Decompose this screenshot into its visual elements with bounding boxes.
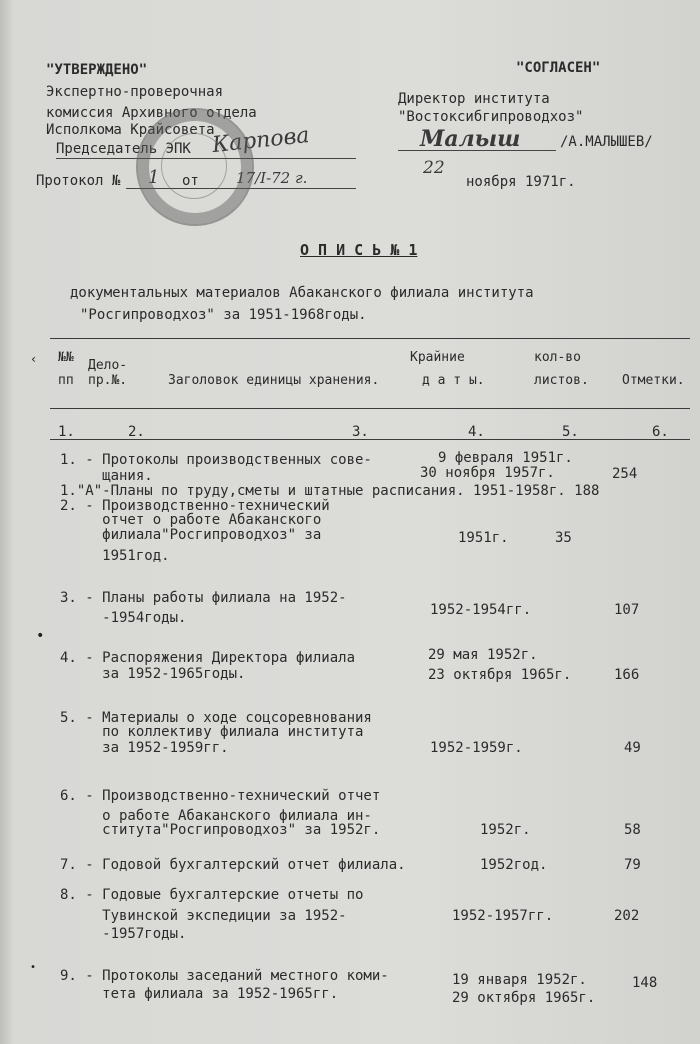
row-3-sheets: 107: [614, 602, 640, 618]
agreement-date: ноября 1971г.: [466, 174, 576, 190]
row-5-line-3: за 1952-1959гг.: [60, 740, 229, 756]
row-4-line-1: 4. - Распоряжения Директора филиала: [60, 650, 356, 666]
row-9-date-2: 29 октября 1965г.: [452, 990, 596, 1006]
header-dates-a: Крайние: [410, 350, 465, 365]
row-8-sheets: 202: [614, 908, 640, 924]
margin-mark-arrow: ‹: [30, 352, 38, 366]
row-8-date-1: 1952-1957гг.: [452, 908, 554, 924]
row-4-date-2: 23 октября 1965г.: [428, 667, 572, 683]
director-name: /А.МАЛЫШЕВ/: [560, 134, 653, 150]
row-9-line-2: тета филиала за 1952-1965гг.: [60, 986, 339, 1002]
row-5-date-1: 1952-1959г.: [430, 740, 523, 756]
row-2-date-1: 1951г.: [458, 530, 509, 546]
row-2-line-3: филиала"Росгипроводхоз" за: [60, 527, 322, 543]
table-top-rule: [50, 338, 690, 339]
row-9-date-1: 19 января 1952г.: [452, 972, 587, 988]
header-no-a: №№: [58, 350, 74, 365]
col-number-3: 3.: [352, 424, 369, 440]
row-9-sheets: 148: [632, 975, 658, 991]
agreement-line-2: "Востоксибгипроводхоз": [398, 109, 584, 125]
col-number-5: 5.: [562, 424, 579, 440]
header-sheets-a: кол-во: [534, 350, 581, 365]
col-number-6: 6.: [652, 424, 669, 440]
seal-inner-ring: [161, 133, 227, 199]
row-5-line-1: 5. - Материалы о ходе соцсоревнования: [60, 710, 372, 726]
row-7-date-1: 1952год.: [480, 857, 548, 873]
col-number-2: 2.: [128, 424, 145, 440]
col-number-4: 4.: [468, 424, 485, 440]
row-1-date-2: 30 ноября 1957г.: [420, 465, 555, 481]
row-2-line-1: 2. - Производственно-технический: [60, 498, 330, 514]
protocol-label: Протокол №: [36, 173, 121, 189]
row-6-sheets: 58: [624, 822, 641, 838]
approval-chair: Председатель ЭПК: [56, 141, 191, 157]
margin-mark-dot: •: [36, 628, 45, 644]
row-3-date-1: 1952-1954гг.: [430, 602, 532, 618]
approved-label: "УТВЕРЖДЕНО": [46, 62, 148, 78]
margin-mark-dot-small: •: [30, 962, 37, 973]
row-1-line-2: щания.: [60, 468, 153, 484]
director-signature: Малыш: [420, 126, 521, 152]
agreed-label: "СОГЛАСЕН": [516, 60, 601, 76]
row-6-line-1: 6. - Производственно-технический отчет: [60, 788, 381, 804]
row-6-line-2: о работе Абаканского филиала ин-: [60, 808, 372, 824]
protocol-from: от: [182, 173, 199, 189]
row-9-line-1: 9. - Протоколы заседаний местного коми-: [60, 968, 389, 984]
col-number-1: 1.: [58, 424, 75, 440]
row-3-line-1: 3. - Планы работы филиала на 1952-: [60, 590, 347, 606]
row-8-line-3: -1957годы.: [60, 926, 187, 942]
inventory-heading: О П И С Ь № 1: [300, 241, 418, 259]
header-dates-b: д а т ы.: [422, 373, 485, 388]
row-2-sheets: 35: [555, 530, 572, 546]
row-4-date-1: 29 мая 1952г.: [428, 647, 538, 663]
header-sheets-b: листов.: [534, 373, 589, 388]
header-no-b: пп: [58, 373, 74, 388]
row-4-line-2: за 1952-1965годы.: [60, 666, 246, 682]
row-7-line-1: 7. - Годовой бухгалтерский отчет филиала.: [60, 857, 406, 873]
row-1-sheets: 254: [612, 466, 638, 482]
inventory-subtitle-2: "Росгипроводхоз" за 1951-1968годы.: [80, 307, 367, 323]
header-case-b: пр.№.: [88, 373, 128, 388]
inventory-subtitle-1: документальных материалов Абаканского филиала института: [70, 285, 534, 301]
table-header-rule: [50, 408, 690, 409]
protocol-number: 1: [148, 167, 160, 188]
row-1a-line-1: 1."А"-Планы по труду,сметы и штатные расписания. 1951-1958г. 188: [60, 483, 600, 499]
approval-line-2: комиссия Архивного отдела: [46, 105, 257, 121]
row-6-date-1: 1952г.: [480, 822, 531, 838]
row-3-line-2: -1954годы.: [60, 610, 187, 626]
director-signature-line: [398, 150, 556, 151]
row-2-line-2: отчет о работе Абаканского: [60, 512, 322, 528]
row-7-sheets: 79: [624, 857, 641, 873]
header-case-a: Дело-: [88, 358, 128, 373]
protocol-date: 17/I-72 г.: [236, 169, 308, 187]
agreement-line-1: Директор института: [398, 91, 550, 107]
agreement-date-day: 22: [423, 158, 445, 178]
row-5-sheets: 49: [624, 740, 641, 756]
row-5-line-2: по коллективу филиала института: [60, 724, 364, 740]
row-2-line-4: 1951год.: [60, 548, 170, 564]
row-6-line-3: ститута"Росгипроводхоз" за 1952г.: [60, 822, 381, 838]
column-number-rule: [50, 439, 690, 440]
header-notes: Отметки.: [622, 373, 685, 388]
approval-line-1: Экспертно-проверочная: [46, 84, 224, 100]
row-8-line-1: 8. - Годовые бухгалтерские отчеты по: [60, 887, 364, 903]
approval-line-3: Исполкома Крайсовета: [46, 122, 215, 138]
row-4-sheets: 166: [614, 667, 640, 683]
header-title: Заголовок единицы хранения.: [168, 373, 380, 388]
chair-signature: Карпова: [210, 122, 311, 159]
row-8-line-2: Тувинской экспедиции за 1952-: [60, 908, 347, 924]
row-1-date-1: 9 февраля 1951г.: [438, 450, 573, 466]
row-1-line-1: 1. - Протоколы производственных сове-: [60, 452, 372, 468]
